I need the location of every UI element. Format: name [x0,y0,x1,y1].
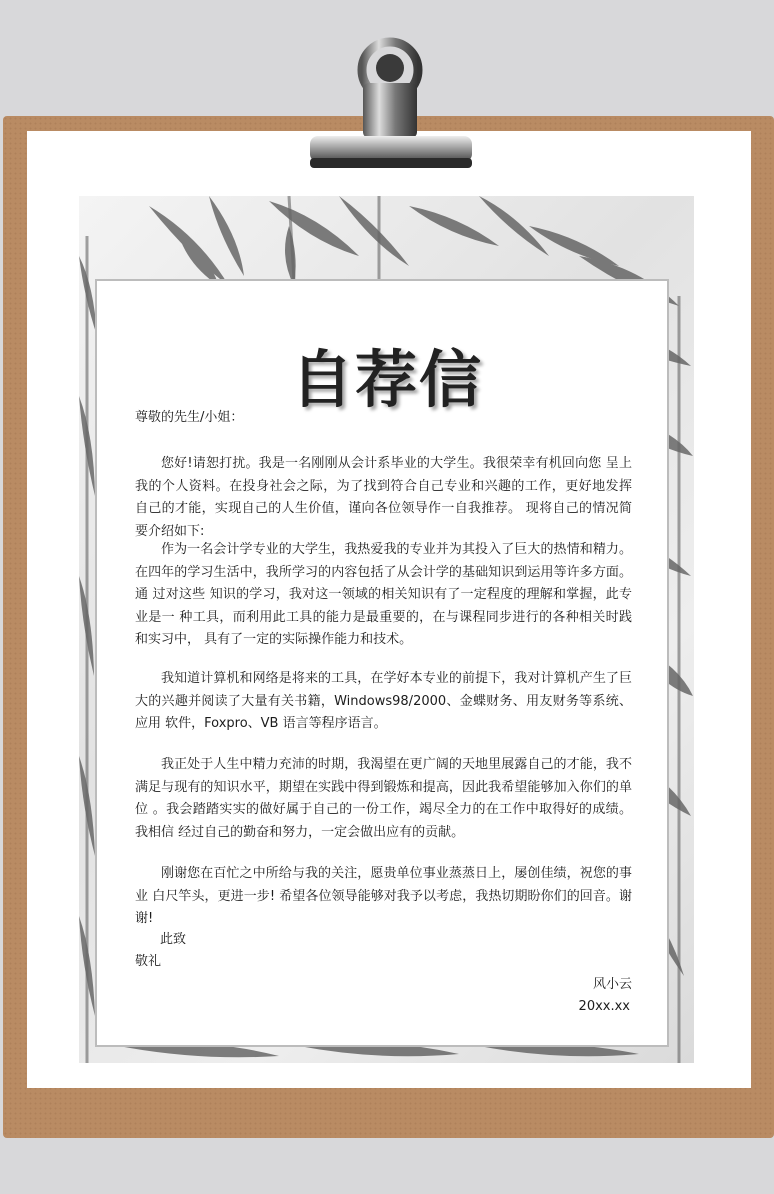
closing-line-2: 敬礼 [135,954,162,969]
signature-name: 风小云 [592,977,632,992]
signature-date: 20xx.xx [578,999,630,1014]
page-title: 自荐信 [290,343,483,416]
salutation: 尊敬的先生/小姐： [135,410,244,425]
paragraph-ambition: 我正处于人生中精力充沛的时期，我渴望在更广阔的天地里展露自己的才能，我不 满足与现有的知识水平，期望在实践中得到锻炼和提高，因此我希望能够加入你们的单位 。我会踏踏实实的做好属于自己的一份工作，竭尽全力的在工作中取得好的成绩。我相信 经过自己的勤奋和努力，一定会做出应有的贡献。 [135,757,632,840]
paragraph-computer: 我知道计算机和网络是将来的工具，在学好本专业的前提下，我对计算机产生了巨 大的兴趣并阅读了大量有关书籍，Windows98/2000、金蝶财务、用友财务等系统、应用 软件，Foxpro、VB 语言等程序语言。 [135,671,632,732]
paragraph-major: 作为一名会计学专业的大学生，我热爱我的专业并为其投入了巨大的热情和精力。 在四年的学习生活中，我所学习的内容包括了从会计学的基础知识到运用等许多方面。通 过对这些 知识的学习，我对这一领域的相关知识有了一定程度的理解和掌握，此专业是一 种工具，而利用此工具的能力是最重要的，在与课程同步进行的各种相关时践和实习中， 具有了一定的实际操作能力和技术。 [135,542,632,648]
closing-line-1: 此致 [160,932,187,947]
paragraph-thanks: 刚谢您在百忙之中所给与我的关注，愿贵单位事业蒸蒸日上，屡创佳绩，祝您的事业 白尺竿头，更进一步! 希望各位领导能够对我予以考虑，我热切期盼你们的回音。谢谢! [135,866,632,927]
paragraph-intro: 您好!请恕打扰。我是一名刚刚从会计系毕业的大学生。我很荣幸有机回向您 呈上我的个人资料。在投身社会之际，为了找到符合自己专业和兴趣的工作，更好地发挥 自己的才能，实现自己的人生价值，谨向各位领导作一自我推荐。 现将自己的情况简要介绍如下: [135,456,632,539]
binder-clip-icon [300,28,480,178]
